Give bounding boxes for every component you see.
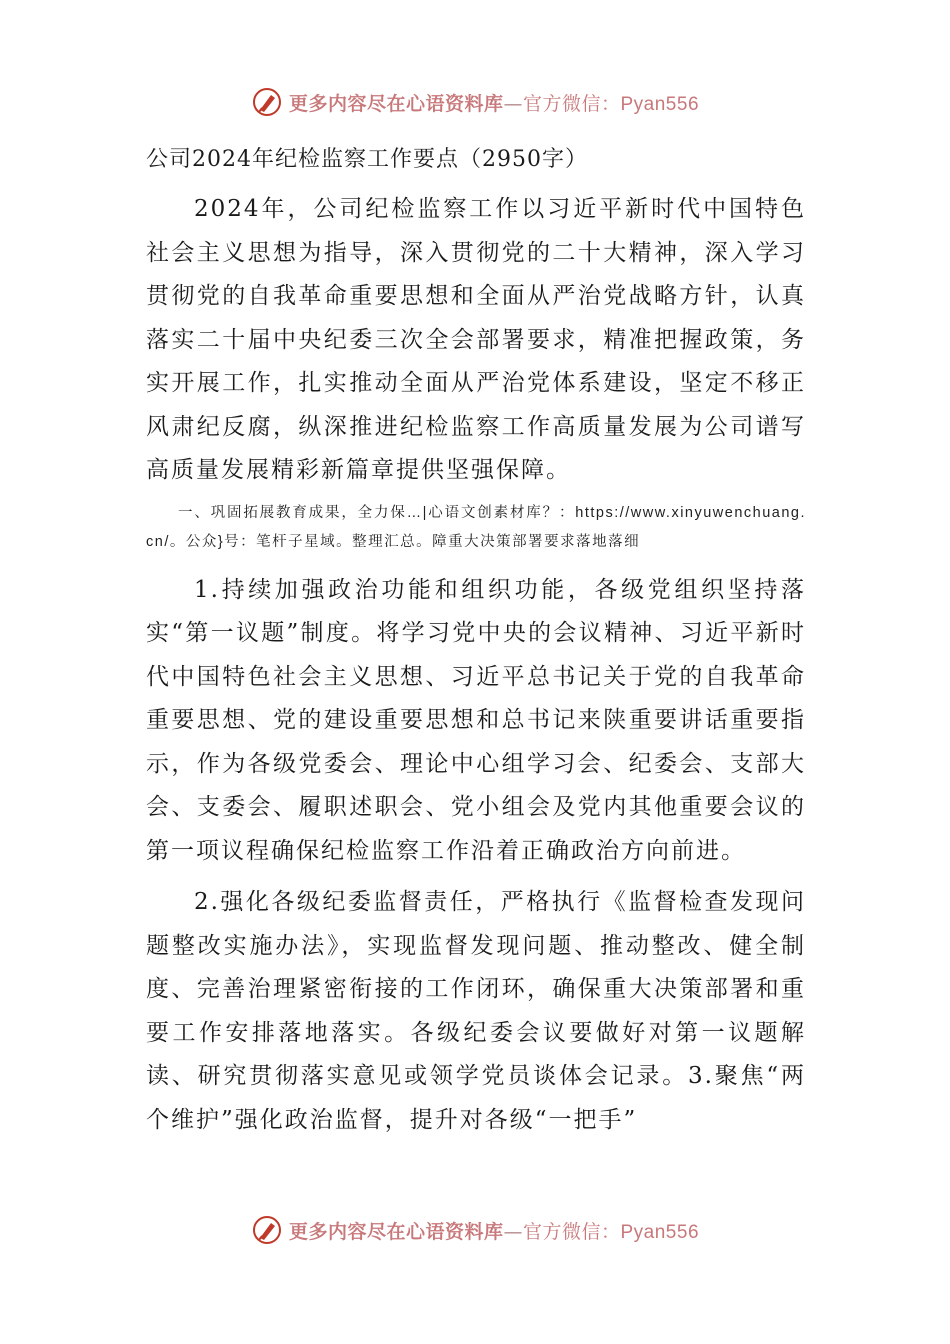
watermark-wechat-id: Pyan556 (620, 1221, 700, 1243)
watermark-content (251, 1214, 699, 1246)
pen-nib-logo-icon (251, 86, 283, 118)
watermark-text (289, 1217, 699, 1244)
watermark-dash: — (503, 1220, 523, 1243)
item-2-paragraph: 2.强化各级纪委监督责任，严格执行《监督检查发现问题整改实施办法》，实现监督发现问题、推动整改、健全制度、完善治理紧密衔接的工作闭环，确保重大决策部署和重要工作安排落地落实。各级纪委会议要做好对第一议题解读、研究贯彻落实意见或领学党员谈体会记录。3.聚焦“两个维护”强化政治监督，提升对各级“一把手” (146, 889, 806, 1133)
document-title: 公司2024年纪检监察工作要点（2950字） (146, 147, 588, 172)
watermark-wechat-id: Pyan556 (620, 93, 700, 115)
section-heading-with-ad: 一、巩固拓展教育成果，全力保…|心语文创素材库？：https://www.xinyuwenchuang.cn/。公众}号：笔杆子星域。整理汇总。障重大决策部署要求落地落细 (146, 504, 806, 550)
watermark-site-text: 更多内容尽在心语资料库 (288, 92, 504, 115)
watermark-text (289, 89, 699, 116)
watermark-content (251, 86, 699, 118)
item-1-paragraph: 1.持续加强政治功能和组织功能，各级党组织坚持落实“第一议题”制度。将学习党中央的会议精神、习近平新时代中国特色社会主义思想、习近平总书记关于党的自我革命重要思想、党的建设重要思想和总书记来陕重要讲话重要指示，作为各级党委会、理论中心组学习会、纪委会、支部大会、支委会、履职述职会、党小组会及党内其他重要会议的第一项议程确保纪检监察工作沿着正确政治方向前进。 (146, 576, 806, 864)
watermark-dash: — (503, 92, 523, 115)
document-body (146, 140, 806, 1142)
watermark-contact-text: 官方微信： (522, 92, 621, 115)
pen-nib-logo-icon (251, 1214, 283, 1246)
watermark-banner-bottom (0, 1210, 950, 1250)
intro-paragraph: 2024年，公司纪检监察工作以习近平新时代中国特色社会主义思想为指导，深入贯彻党的二十大精神，深入学习贯彻党的自我革命重要思想和全面从严治党战略方针，认真落实二十届中央纪委三次全会部署要求，精准把握政策，务实开展工作，扎实推动全面从严治党体系建设，坚定不移正风肃纪反腐，纵深推进纪检监察工作高质量发展为公司谱写高质量发展精彩新篇章提供坚强保障。 (146, 196, 806, 483)
watermark-contact-text: 官方微信： (522, 1220, 621, 1243)
watermark-site-text: 更多内容尽在心语资料库 (288, 1220, 504, 1243)
watermark-banner-top (0, 82, 950, 122)
